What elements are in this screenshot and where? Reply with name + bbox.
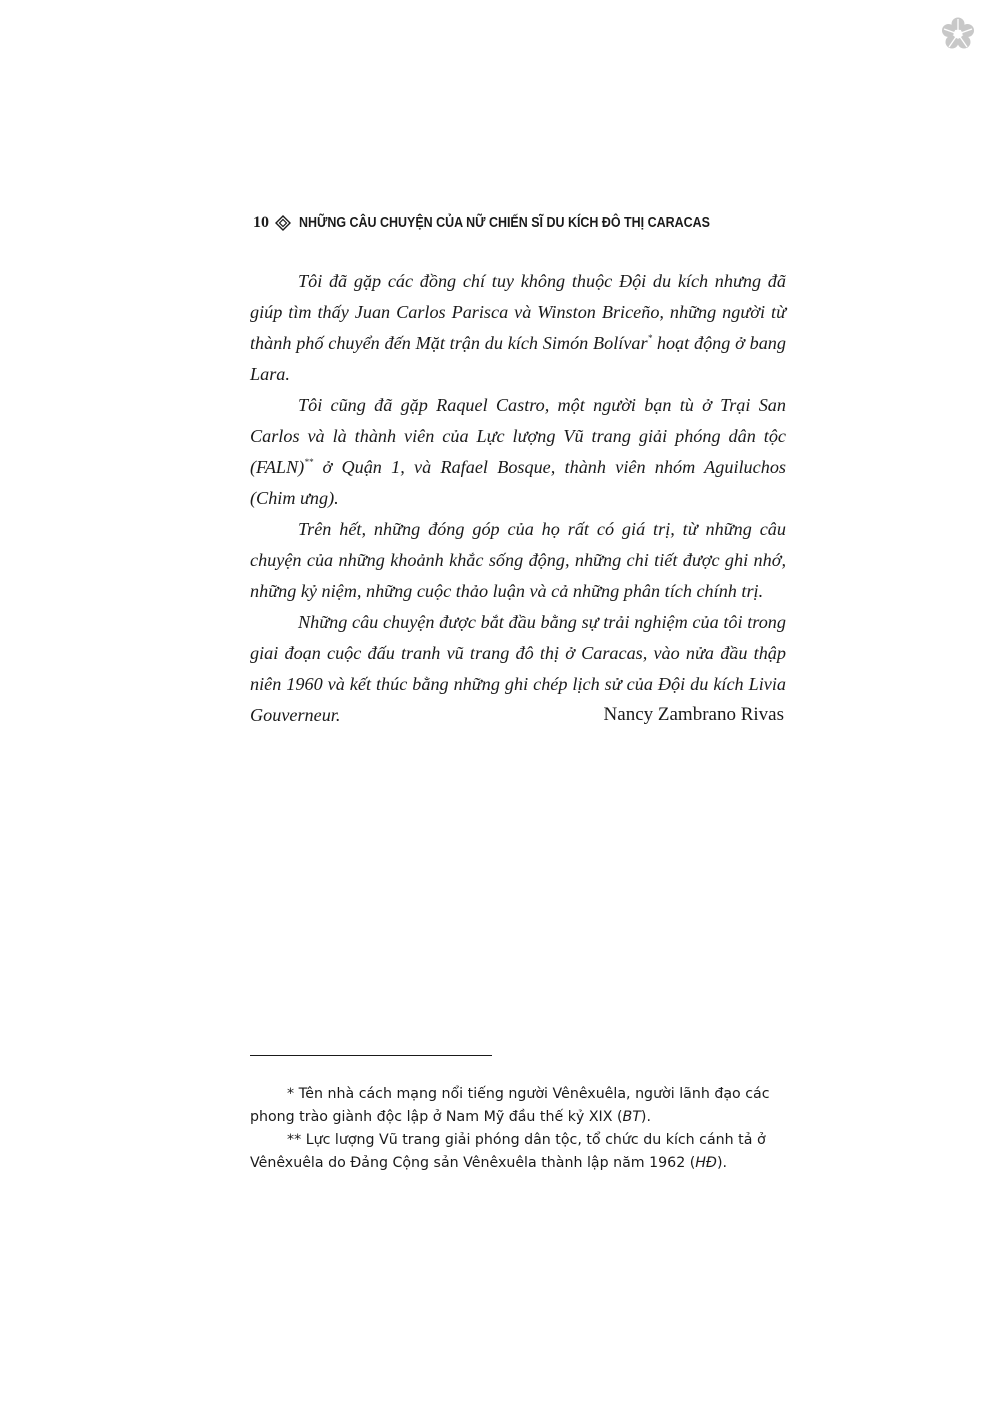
footnote-2 (250, 1129, 786, 1175)
footnote-ref-2: ** (304, 457, 314, 467)
footnote-1 (250, 1083, 786, 1129)
footnote-1-text: * Tên nhà cách mạng nổi tiếng người Vênêxuêla, người lãnh đạo các phong trào giành độc lập ở Nam Mỹ đầu thế kỷ XIX ( (250, 1086, 770, 1125)
paragraph-2-text-end: ở Quận 1, và Rafael Bosque, thành viên nhóm Aguiluchos (Chim ưng). (250, 457, 786, 508)
paragraph-1 (250, 266, 786, 390)
footnote-1-end: ). (640, 1109, 651, 1125)
paragraph-3: Trên hết, những đóng góp của họ rất có giá trị, từ những câu chuyện của những khoảnh khắc sống động, những chi tiết được ghi nhớ, những kỷ niệm, những cuộc thảo luận và cả những phân tích chính trị. (250, 519, 786, 601)
paragraph-4: Những câu chuyện được bắt đầu bằng sự trải nghiệm của tôi trong giai đoạn cuộc đấu tranh vũ trang đô thị ở Caracas, vào nửa đầu thập niên 1960 và kết thúc bằng những ghi chép lịch sử của Đội du kích Livia Gouverneur. (250, 612, 786, 725)
footnotes (250, 1083, 786, 1175)
footnote-2-source: HĐ (695, 1155, 717, 1171)
footnote-divider (250, 1055, 492, 1056)
footnote-1-source: BT (622, 1109, 641, 1125)
paragraph-2-text: Tôi cũng đã gặp Raquel Castro, một người bạn tù ở Trại San Carlos và là thành viên của Lực lượng Vũ trang giải phóng dân tộc (FALN) (250, 395, 786, 477)
footnote-ref-1: * (647, 333, 653, 343)
paragraph-1-text-end: hoạt động ở bang Lara. (250, 333, 786, 384)
footnote-2-end: ). (716, 1155, 727, 1171)
running-header (253, 211, 793, 235)
paragraph-1-text: Tôi đã gặp các đồng chí tuy không thuộc Đội du kích nhưng đã giúp tìm thấy Juan Carlos Parisca và Winston Briceño, những người từ thành phố chuyển đến Mặt trận du kích Simón Bolívar (250, 271, 786, 353)
flower-ornament-icon (940, 16, 976, 52)
diamond-icon (275, 215, 291, 231)
page-number: 10 (253, 214, 269, 231)
running-title: NHỮNG CÂU CHUYỆN CỦA NỮ CHIẾN SĨ DU KÍCH ĐÔ THỊ CARACAS (299, 215, 710, 231)
paragraph-2 (250, 390, 786, 514)
footnote-2-text: ** Lực lượng Vũ trang giải phóng dân tộc, tổ chức du kích cánh tả ở Vênêxuêla do Đảng Cộng sản Vênêxuêla thành lập năm 1962 ( (250, 1132, 766, 1171)
author-signature: Nancy Zambrano Rivas (603, 704, 784, 725)
body-text (250, 266, 786, 731)
